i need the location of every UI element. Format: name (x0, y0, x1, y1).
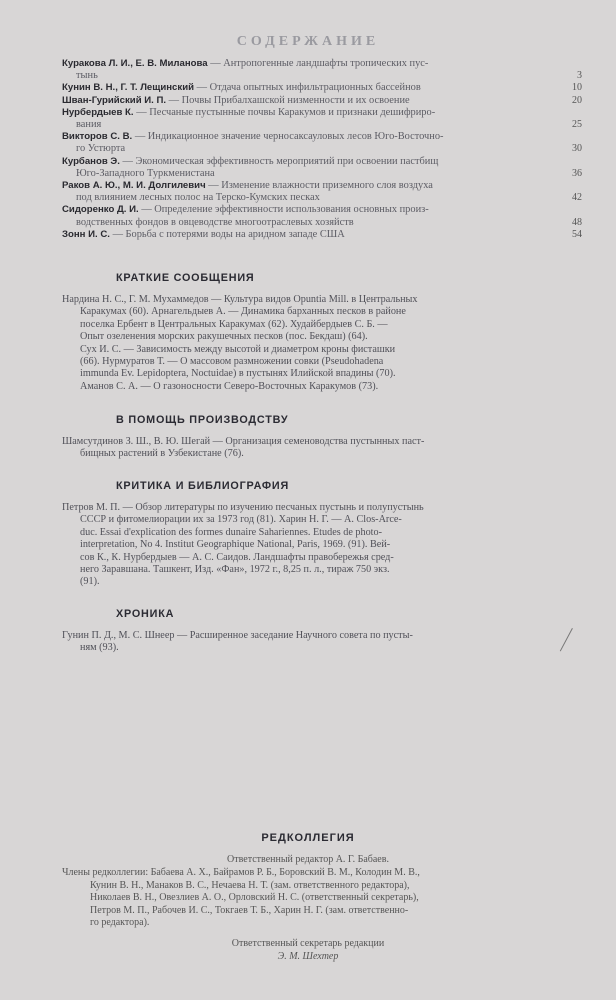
section-text (62, 294, 582, 393)
entry-title-cont: водственных фондов в овцеводстве многоотраслевых хозяйств (76, 216, 354, 228)
entry-title: — Антропогенные ландшафты тропических пус- (210, 58, 429, 69)
editorial-heading: РЕДКОЛЛЕГИЯ (261, 832, 355, 844)
entry-title-cont: вания (76, 119, 102, 131)
text-line: duc. Essai d'explication des formes dunaire Sahariennes. Etudes de photo- (80, 526, 382, 538)
entry-title: — Борьба с потерями воды на аридном западе США (112, 228, 345, 240)
text-line: сов К., К. Нурбердыев — А. С. Саидов. Ландшафты правобережья сред- (80, 551, 394, 563)
toc-entry (62, 229, 582, 241)
text-line: поселка Ербент в Центральных Каракумах (62). Худайбердыев С. Б. — (80, 318, 388, 330)
entry-author: Кунин В. Н., Г. Т. Лещинский (62, 82, 194, 94)
section-heading: В ПОМОЩЬ ПРОИЗВОДСТВУ (116, 414, 289, 426)
entry-author: Курбанов Э. (62, 155, 120, 167)
entry-title-cont: под влиянием лесных полос на Терско-Кумских песках (76, 192, 320, 204)
text-line: ням (93). (80, 642, 119, 654)
toc-entry (62, 204, 582, 228)
toc-entry (62, 131, 582, 155)
text-line: СССР и фитомелиорации их за 1973 год (81). Харин Н. Г. — A. Clos-Arce- (80, 514, 402, 526)
entry-page: 3 (577, 70, 582, 82)
text-line: Опыт озеленения морских ракушечных песков (пос. Бекдаш) (64). (80, 331, 368, 343)
entry-title: — Отдача опытных инфильтрационных бассейнов (196, 82, 421, 94)
section-text (62, 502, 582, 589)
section-brief (62, 272, 582, 393)
text-line: (66). Нурмуратов Т. — О массовом размножении совки (Pseudohadena (80, 356, 384, 368)
entry-title: — Индикационное значение черносаксауловых лесов Юго-Восточно- (134, 131, 444, 143)
section-heading: ХРОНИКА (116, 608, 175, 620)
secretary-name: Э. М. Шехтер (277, 950, 339, 962)
section-text (62, 436, 582, 461)
text-line: Нардина Н. С., Г. М. Мухаммедов — Культура видов Opuntia Mill. в Центральных (62, 294, 418, 305)
section-chronicle (62, 608, 582, 655)
entry-page: 20 (572, 94, 582, 106)
toc-entry (62, 107, 582, 131)
entry-author: Шван-Гурийский И. П. (62, 94, 167, 106)
table-of-contents (62, 58, 582, 241)
entry-title: — Изменение влажности приземного слоя воздуха (208, 180, 433, 192)
entry-page: 30 (572, 143, 582, 155)
section-critique (62, 480, 582, 589)
editor-in-chief: Ответственный редактор А. Г. Бабаев. (227, 854, 389, 865)
text-line: Шамсутдинов З. Ш., В. Ю. Шегай — Организация семеноводства пустынных паст- (62, 436, 425, 447)
toc-entry (62, 180, 582, 204)
entry-title: — Определение эффективности использования основных произ- (141, 204, 429, 216)
section-heading: КРИТИКА И БИБЛИОГРАФИЯ (116, 480, 290, 492)
toc-entry (62, 95, 582, 107)
toc-entry (62, 58, 582, 82)
text-line: interpretation, No 4. Institut Geographique National, Paris, 1969. (91). Вей- (80, 539, 391, 551)
entry-author: Сидоренко Д. И. (62, 204, 139, 216)
text-line: него Заравшана. Ташкент, Изд. «Фан», 1972 г., 8,25 п. л., тираж 750 экз. (80, 564, 390, 576)
member-line: го редактора). (90, 917, 150, 929)
text-line: Сух И. С. — Зависимость между высотой и диаметром кроны фисташки (80, 343, 396, 355)
entry-title: — Экономическая эффективность мероприятий при освоении пастбищ (122, 155, 439, 167)
entry-author: Нурбердыев К. (62, 106, 134, 118)
section-text (62, 630, 582, 655)
text-line: бищных растений в Узбекистане (76). (80, 448, 244, 460)
entry-page: 10 (572, 82, 582, 94)
text-line: Каракумах (60). Арнагельдыев А. — Динамика барханных песков в районе (80, 306, 406, 318)
entry-author: Куракова Л. И., Е. В. Миланова (62, 58, 208, 69)
toc-title: СОДЕРЖАНИЕ (236, 34, 380, 49)
section-help (62, 414, 582, 461)
entry-page: 25 (572, 119, 582, 131)
entry-title: — Песчаные пустынные почвы Каракумов и признаки дешифриро- (136, 106, 436, 118)
secretary-label: Ответственный секретарь редакции (231, 938, 385, 950)
entry-author: Раков А. Ю., М. И. Долгилевич (62, 180, 206, 192)
entry-title: — Почвы Прибалхашской низменности и их освоение (168, 94, 410, 106)
editorial-board (0, 832, 616, 963)
text-line: (91). (80, 576, 100, 588)
entry-title-cont: Юго-Западного Туркменистана (76, 167, 215, 179)
section-heading: КРАТКИЕ СООБЩЕНИЯ (116, 272, 255, 284)
member-line: Петров М. П., Рабочев И. С., Токгаев Т. Б., Харин Н. Г. (зам. ответственно- (90, 904, 409, 916)
text-line: Аманов С. А. — О газоносности Северо-Восточных Каракумов (73). (80, 380, 379, 392)
toc-entry (62, 156, 582, 180)
entry-author: Зонн И. С. (62, 228, 110, 240)
text-line: Гунин П. Д., М. С. Шнеер — Расширенное заседание Научного совета по пусты- (62, 630, 413, 641)
member-line: Члены редколлегии: Бабаева А. Х., Байрамов Р. Б., Боровский В. М., Колодин М. В., (62, 867, 420, 879)
member-line: Кунин В. Н., Манаков В. С., Нечаева Н. Т. (зам. ответственного редактора), (90, 879, 410, 891)
text-line: immunda Ev. Lepidoptera, Noctuidae) в пустынях Илийской впадины (70). (80, 368, 396, 380)
entry-title-cont: го Устюрта (76, 143, 126, 155)
entry-author: Викторов С. В. (62, 131, 133, 143)
entry-page: 36 (572, 167, 582, 179)
entry-page: 42 (572, 192, 582, 204)
member-line: Николаев В. Н., Овезлиев А. О., Орловский Н. С. (ответственный секретарь), (90, 892, 419, 904)
entry-title-cont: тынь (76, 70, 98, 82)
entry-page: 54 (572, 228, 582, 240)
toc-entry (62, 82, 582, 94)
entry-page: 48 (572, 216, 582, 228)
editorial-members (62, 867, 602, 929)
text-line: Петров М. П. — Обзор литературы по изучению песчаных пустынь и полупустынь (62, 502, 424, 513)
